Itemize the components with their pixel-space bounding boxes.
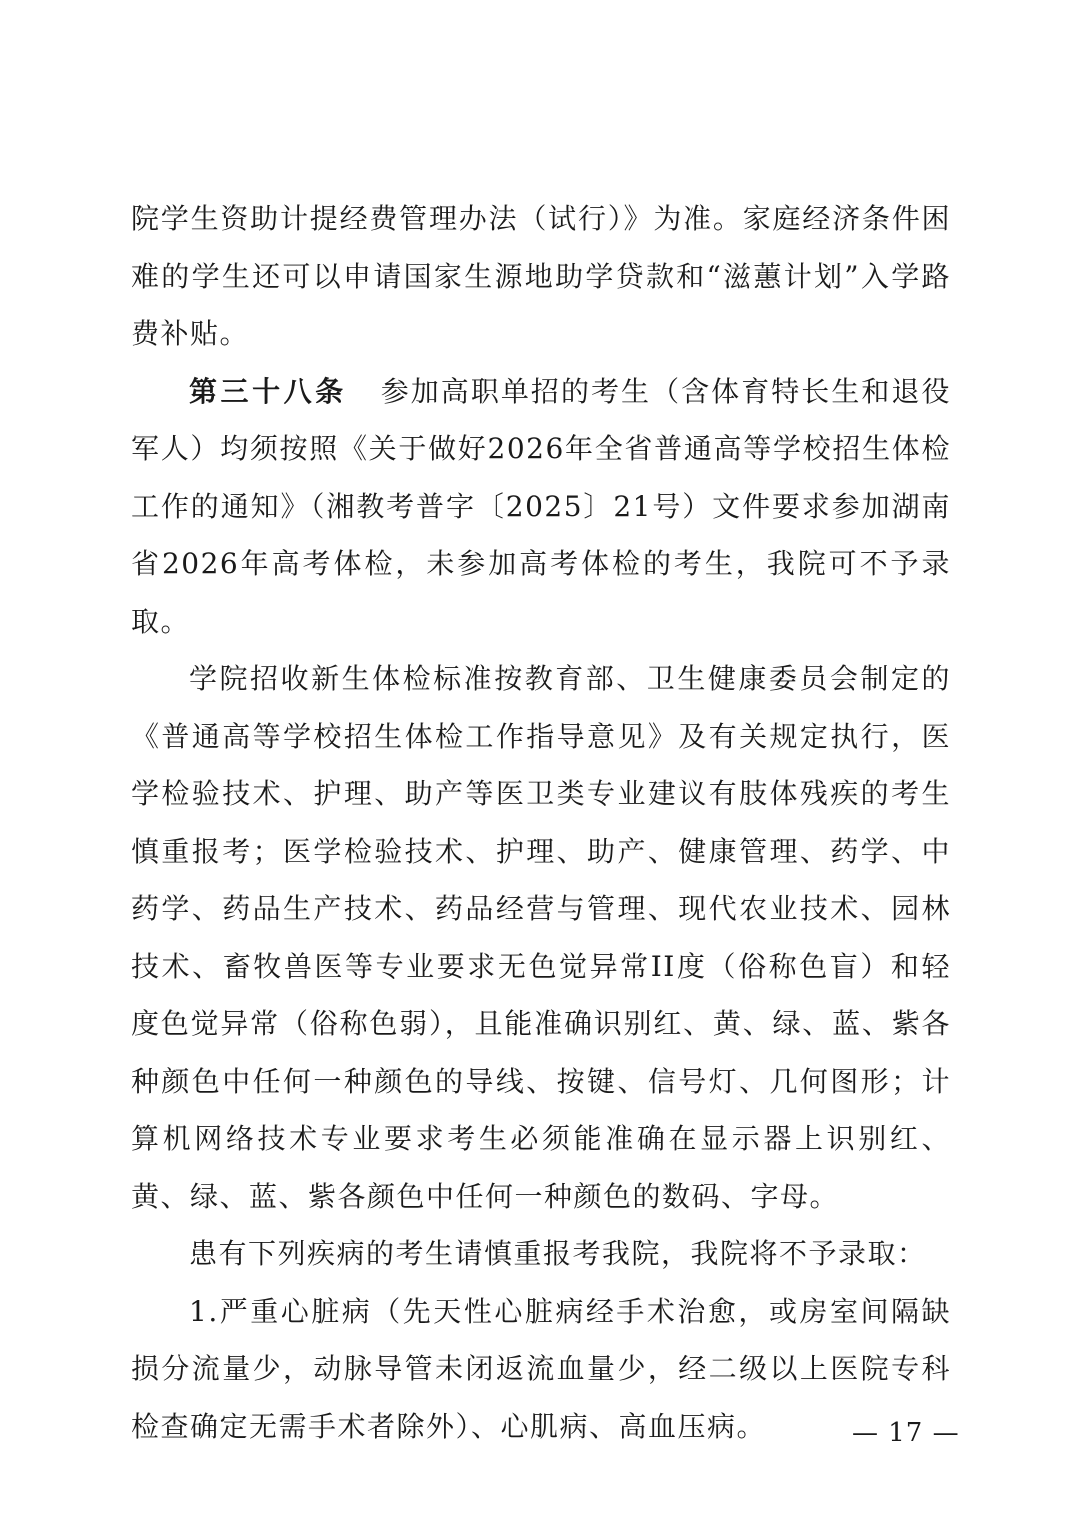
paragraph-article-38 — [131, 363, 951, 651]
paragraph-continuation: 院学生资助计提经费管理办法（试行）》为准。家庭经济条件困难的学生还可以申请国家生源地助学贷款和“滋蕙计划”入学路费补贴。 — [131, 202, 951, 350]
paragraph-health-standards: 学院招收新生体检标准按教育部、卫生健康委员会制定的《普通高等学校招生体检工作指导意见》及有关规定执行，医学检验技术、护理、助产等医卫类专业建议有肢体残疾的考生慎重报考；医学检验技术、护理、助产、健康管理、药学、中药学、药品生产技术、药品经营与管理、现代农业技术、园林技术、畜牧兽医等专业要求无色觉异常II度（俗称色盲）和轻度色觉异常（俗称色弱），且能准确识别红、黄、绿、蓝、紫各种颜色中任何一种颜色的导线、按键、信号灯、几何图形；计算机网络技术专业要求考生必须能准确在显示器上识别红、黄、绿、蓝、紫各颜色中任何一种颜色的数码、字母。 — [131, 662, 951, 1213]
page-number: — 17 — — [852, 1418, 960, 1448]
paragraph-item-1: 1.严重心脏病（先天性心脏病经手术治愈，或房室间隔缺损分流量少，动脉导管未闭返流血量少，经二级以上医院专科检查确定无需手术者除外）、心肌病、高血压病。 — [131, 1294, 951, 1443]
article-label: 第三十八条 — [189, 374, 347, 408]
paragraph-disease-intro: 患有下列疾病的考生请慎重报考我院，我院将不予录取： — [189, 1237, 927, 1270]
article-38-text: 参加高职单招的考生（含体育特长生和退役军人）均须按照《关于做好2026年全省普通高等学校招生体检工作的通知》（湘教考普字〔2025〕21号）文件要求参加湖南省2026年高考体检，未参加高考体检的考生，我院可不予录取。 — [131, 374, 951, 638]
document-body — [131, 190, 951, 1455]
